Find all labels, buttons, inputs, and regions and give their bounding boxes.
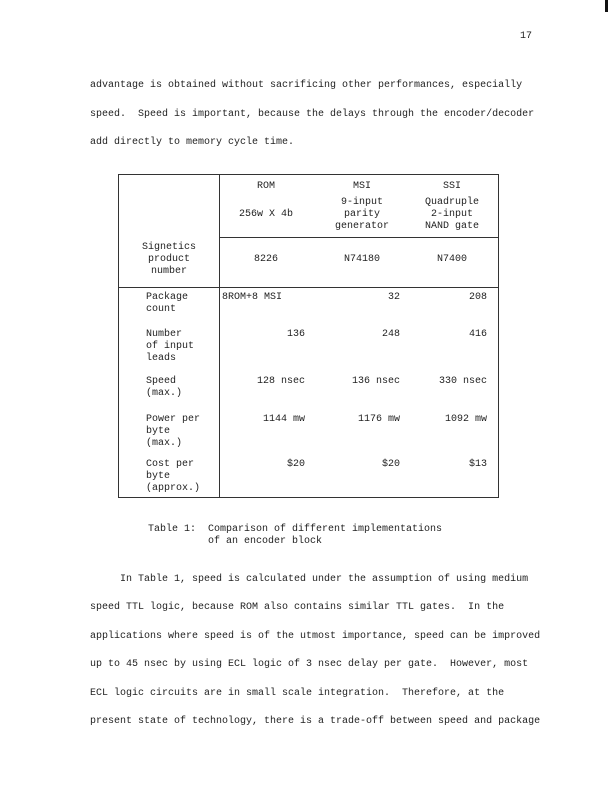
- row-label: Power per: [146, 414, 201, 425]
- cell-value: 1092 mw: [444, 414, 487, 425]
- body-line: In Table 1, speed is calculated under the assumption of using medium: [90, 574, 529, 585]
- row-label: byte: [146, 426, 171, 437]
- table-product-divider: [118, 287, 499, 288]
- column-desc: NAND gate: [424, 221, 479, 232]
- table-caption: of an encoder block: [208, 536, 323, 547]
- table-border-bottom: [118, 497, 499, 498]
- column-desc: 2-input: [430, 209, 473, 220]
- row-label: Cost per: [146, 459, 195, 470]
- row-label: Speed: [146, 376, 177, 387]
- cell-value: 1176 mw: [357, 414, 400, 425]
- cell-value: 32: [387, 292, 400, 303]
- column-desc: generator: [334, 221, 389, 232]
- scan-mark: [605, 0, 608, 12]
- row-label: Package: [146, 292, 189, 303]
- row-label: of input: [146, 341, 195, 352]
- column-desc: parity: [343, 209, 380, 220]
- column-header-ssi: SSI: [442, 181, 461, 192]
- row-label: product: [147, 254, 190, 265]
- row-label: Number: [146, 329, 183, 340]
- cell-value: 330 nsec: [438, 376, 487, 387]
- body-line: present state of technology, there is a trade-off between speed and package: [90, 716, 541, 727]
- row-label: leads: [146, 353, 177, 364]
- body-line: up to 45 nsec by using ECL logic of 3 nsec delay per gate. However, most: [90, 659, 529, 670]
- column-desc: 256w X 4b: [238, 209, 293, 220]
- table-caption: Comparison of different implementations: [208, 524, 443, 535]
- row-label: Signetics: [141, 242, 196, 253]
- cell-value: 248: [381, 329, 400, 340]
- cell-value: 1144 mw: [262, 414, 305, 425]
- row-label: (max.): [146, 388, 183, 399]
- table-border-top: [118, 174, 499, 175]
- column-desc: 9-input: [340, 197, 383, 208]
- cell-value: $20: [286, 459, 305, 470]
- table-border-right: [498, 174, 499, 498]
- cell-value: 128 nsec: [256, 376, 305, 387]
- row-label: (approx.): [146, 483, 201, 494]
- product-number: N74180: [343, 254, 380, 265]
- row-label: count: [146, 304, 177, 315]
- body-line: speed TTL logic, because ROM also contains similar TTL gates. In the: [90, 602, 505, 613]
- product-number: N7400: [436, 254, 467, 265]
- cell-value: $13: [468, 459, 487, 470]
- row-label: byte: [146, 471, 171, 482]
- intro-line: add directly to memory cycle time.: [90, 137, 295, 148]
- table-header-divider: [219, 237, 499, 238]
- column-header-msi: MSI: [352, 181, 371, 192]
- table-column-divider: [219, 174, 220, 498]
- row-label: (max.): [146, 438, 183, 449]
- column-header-rom: ROM: [256, 181, 275, 192]
- cell-value: 208: [468, 292, 487, 303]
- cell-value: 136 nsec: [351, 376, 400, 387]
- product-number: 8226: [253, 254, 278, 265]
- table-caption-label: Table 1:: [148, 524, 197, 535]
- cell-value: $20: [381, 459, 400, 470]
- table-border-left: [118, 174, 119, 498]
- body-line: applications where speed is of the utmost importance, speed can be improved: [90, 631, 541, 642]
- page-number: 17: [520, 31, 533, 42]
- row-label: number: [150, 266, 187, 277]
- cell-value: 8ROM+8 MSI: [222, 292, 283, 303]
- body-line: ECL logic circuits are in small scale integration. Therefore, at the: [90, 688, 505, 699]
- cell-value: 136: [286, 329, 305, 340]
- column-desc: Quadruple: [424, 197, 479, 208]
- intro-line: speed. Speed is important, because the delays through the encoder/decoder: [90, 109, 535, 120]
- cell-value: 416: [468, 329, 487, 340]
- intro-line: advantage is obtained without sacrificing other performances, especially: [90, 80, 523, 91]
